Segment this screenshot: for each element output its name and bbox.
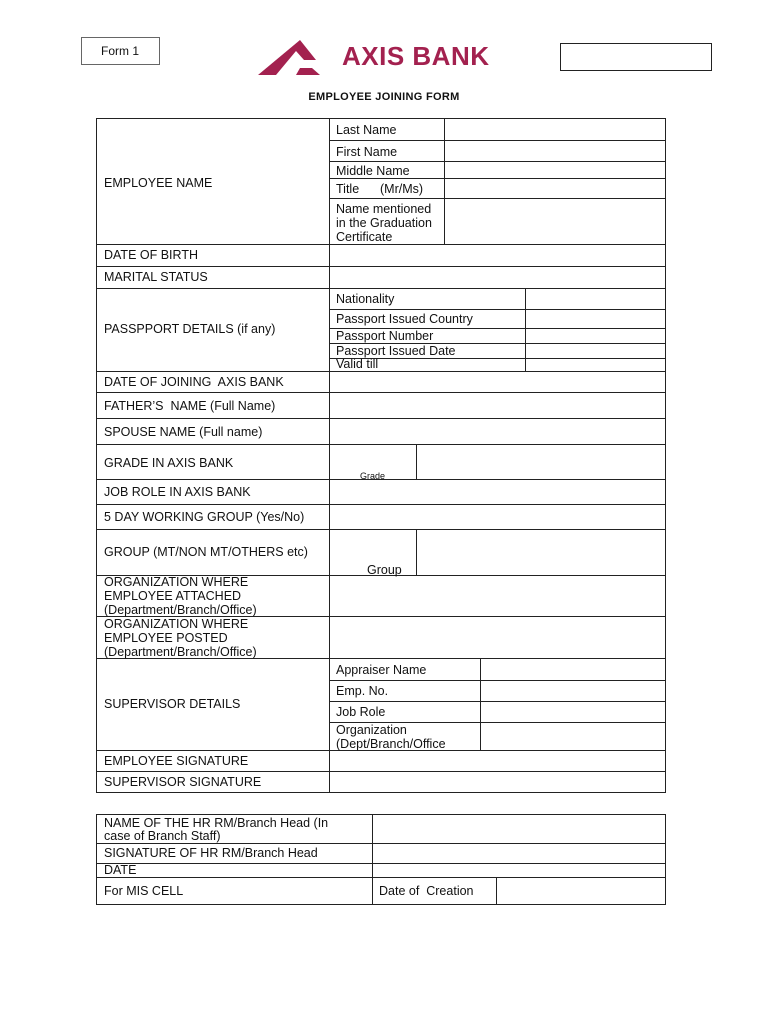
passport-number-label: Passport Number <box>336 329 434 343</box>
date-of-creation-field[interactable] <box>497 878 665 904</box>
appraiser-name-field[interactable] <box>481 659 665 680</box>
org-posted-field[interactable] <box>330 617 665 658</box>
middle-name-label: Middle Name <box>336 164 410 178</box>
hr-table <box>96 814 666 905</box>
form-title: EMPLOYEE JOINING FORM <box>308 91 460 103</box>
graduation-name-label-line1: Name mentioned <box>336 202 432 216</box>
supervisor-job-role-field[interactable] <box>481 702 665 722</box>
passport-number-field[interactable] <box>526 329 665 343</box>
title-label: Title (Mr/Ms) <box>336 182 424 196</box>
date-of-creation-label: Date of Creation <box>379 884 474 898</box>
date-field[interactable] <box>373 864 665 877</box>
job-role-label: JOB ROLE IN AXIS BANK <box>104 485 251 499</box>
passport-issued-date-field[interactable] <box>526 344 665 358</box>
nationality-label: Nationality <box>336 292 395 306</box>
middle-name-field[interactable] <box>445 162 665 178</box>
org-attached-field[interactable] <box>330 576 665 616</box>
first-name-label: First Name <box>336 145 398 159</box>
form-number-label: Form 1 <box>81 37 160 65</box>
first-name-field[interactable] <box>445 141 665 161</box>
graduation-name-label-line3: Certificate <box>336 230 393 244</box>
fathers-name-label: FATHER’S NAME (Full Name) <box>104 399 276 413</box>
employee-signature-field[interactable] <box>330 751 665 771</box>
supervisor-organization-label-line1: Organization <box>336 723 407 737</box>
passport-issued-date-label: Passport Issued Date <box>336 344 456 358</box>
graduation-name-field[interactable] <box>445 199 665 244</box>
axis-bank-logo <box>256 38 556 78</box>
hr-name-label-line2: case of Branch Staff) <box>104 829 221 843</box>
title-field[interactable] <box>445 179 665 198</box>
bank-name: AXIS BANK <box>342 41 490 71</box>
supervisor-signature-field[interactable] <box>330 772 665 792</box>
reference-box[interactable] <box>560 43 712 71</box>
hr-name-label-line1: NAME OF THE HR RM/Branch Head (In <box>104 816 329 830</box>
emp-no-field[interactable] <box>481 681 665 701</box>
org-attached-label-line3: (Department/Branch/Office) <box>104 603 257 617</box>
org-attached-label-line1: ORGANIZATION WHERE <box>104 575 249 589</box>
supervisor-job-role-label: Job Role <box>336 705 386 719</box>
appraiser-name-label: Appraiser Name <box>336 663 427 677</box>
employee-signature-label: EMPLOYEE SIGNATURE <box>104 754 249 768</box>
emp-no-label: Emp. No. <box>336 684 389 698</box>
date-label: DATE <box>104 863 137 877</box>
working-group-label: 5 DAY WORKING GROUP (Yes/No) <box>104 510 305 524</box>
grade-inner-label: Grade <box>360 471 386 481</box>
passport-details-label: PASSPPORT DETAILS (if any) <box>104 322 276 336</box>
hr-signature-field[interactable] <box>373 844 665 863</box>
employee-name-label: EMPLOYEE NAME <box>104 176 213 190</box>
supervisor-organization-field[interactable] <box>481 723 665 750</box>
date-of-birth-label: DATE OF BIRTH <box>104 248 198 262</box>
spouse-name-field[interactable] <box>330 419 665 444</box>
group-label: GROUP (MT/NON MT/OTHERS etc) <box>104 545 308 559</box>
working-group-field[interactable] <box>330 505 665 529</box>
org-posted-label-line2: EMPLOYEE POSTED <box>104 631 228 645</box>
passport-issued-country-label: Passport Issued Country <box>336 312 473 326</box>
valid-till-field[interactable] <box>526 359 665 371</box>
valid-till-label: Valid till <box>336 357 379 371</box>
group-field[interactable] <box>417 530 665 575</box>
date-of-birth-field[interactable] <box>330 245 665 266</box>
grade-field[interactable] <box>417 445 665 479</box>
hr-signature-label: SIGNATURE OF HR RM/Branch Head <box>104 846 318 860</box>
date-of-joining-field[interactable] <box>330 372 665 392</box>
supervisor-organization-label-line2: (Dept/Branch/Office <box>336 737 446 751</box>
spouse-name-label: SPOUSE NAME (Full name) <box>104 425 263 439</box>
grade-label: GRADE IN AXIS BANK <box>104 456 234 470</box>
axis-bank-logo-mark-icon <box>256 38 346 78</box>
nationality-field[interactable] <box>526 289 665 309</box>
supervisor-details-label: SUPERVISOR DETAILS <box>104 697 241 711</box>
supervisor-signature-label: SUPERVISOR SIGNATURE <box>104 775 262 789</box>
employee-joining-table <box>96 118 666 793</box>
marital-status-field[interactable] <box>330 267 665 288</box>
job-role-field[interactable] <box>330 480 665 504</box>
org-posted-label-line1: ORGANIZATION WHERE <box>104 617 249 631</box>
mis-cell-label: For MIS CELL <box>104 884 184 898</box>
passport-issued-country-field[interactable] <box>526 310 665 328</box>
graduation-name-label-line2: in the Graduation <box>336 216 432 230</box>
hr-name-field[interactable] <box>373 815 665 843</box>
date-of-joining-label: DATE OF JOINING AXIS BANK <box>104 375 284 389</box>
fathers-name-field[interactable] <box>330 393 665 418</box>
group-inner-label: Group <box>367 563 402 577</box>
org-posted-label-line3: (Department/Branch/Office) <box>104 645 257 659</box>
last-name-label: Last Name <box>336 123 397 137</box>
marital-status-label: MARITAL STATUS <box>104 270 208 284</box>
last-name-field[interactable] <box>445 119 665 140</box>
org-attached-label-line2: EMPLOYEE ATTACHED <box>104 589 242 603</box>
